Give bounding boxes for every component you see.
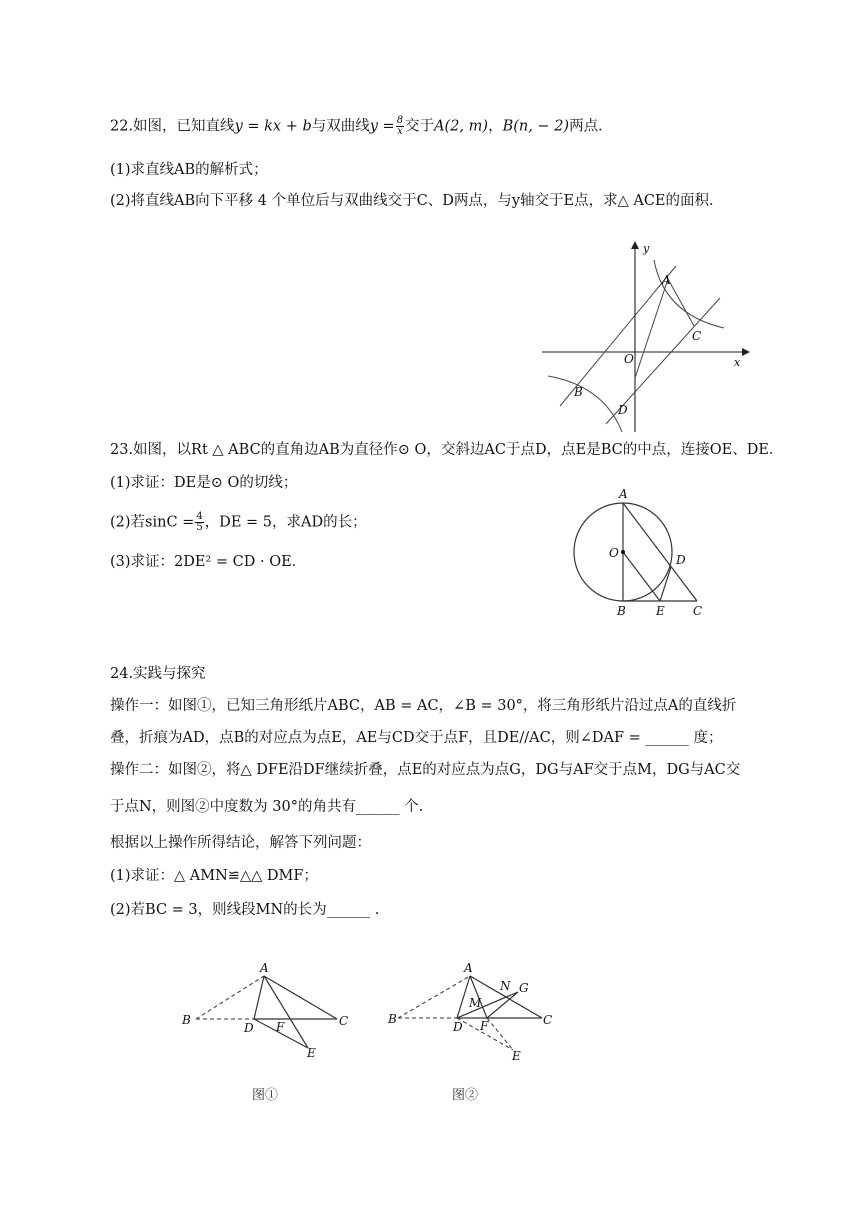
segment-ac [668, 279, 694, 326]
q24-figure-2 [378, 956, 568, 1106]
label-b: B [388, 1012, 397, 1026]
q22-mid1: 与双曲线 [311, 118, 370, 135]
label-n: N [500, 979, 511, 993]
q23-figure [566, 482, 716, 622]
label-d: D [453, 1020, 463, 1034]
q24-op1-line1: 操作一：如图①，已知三角形纸片ABC，AB = AC，∠B = 30°，将三角形纸片沿过点A的直线折 [110, 698, 737, 714]
q22-part1: (1)求直线AB的解析式； [110, 162, 268, 178]
q22-frac-num: 8 [396, 115, 404, 126]
y-axis-arrow-icon [631, 241, 639, 249]
q24-figure-1 [176, 956, 366, 1106]
y-label: y [643, 242, 650, 255]
label-a: A [464, 961, 473, 975]
figure-2-caption: 图② [452, 1088, 479, 1103]
q22-tail: 两点． [569, 118, 613, 135]
q22-sep: ， [488, 118, 503, 135]
label-c: C [693, 604, 703, 618]
label-f: F [480, 1019, 489, 1033]
q23-part2 [110, 512, 367, 533]
label-b: B [617, 604, 626, 618]
q22-point-a: A(2, m) [434, 118, 489, 135]
q22-point-b: B(n, − 2) [502, 118, 570, 135]
q23-frac-den: 5 [196, 522, 203, 533]
q24-op2-line2: 于点N，则图②中度数为 30°的角共有______ 个. [110, 799, 424, 815]
label-b: B [182, 1013, 191, 1027]
label-e: E [307, 1046, 316, 1060]
q24-title: 24.实践与探究 [110, 666, 206, 682]
q22-fraction [396, 116, 404, 137]
hyperbola-branch-2 [548, 376, 622, 432]
label-a: A [662, 273, 671, 287]
q22-frac-den: x [397, 126, 403, 137]
x-label: x [734, 356, 741, 369]
segment-ae [635, 279, 668, 378]
q22-hyperbola-eq: y = [369, 118, 395, 135]
q23-frac-num: 4 [196, 511, 203, 522]
label-c: C [692, 329, 702, 343]
dashed-fe [487, 1018, 513, 1050]
segment-ad [254, 976, 264, 1019]
q22-part2: (2)将直线AB向下平移 4 个单位后与双曲线交于C、D两点，与y轴交于E点，求△ ACE的面积． [110, 193, 724, 209]
segment-ac [264, 976, 337, 1019]
label-c: C [339, 1014, 349, 1028]
label-d: D [618, 403, 628, 417]
segment-de [660, 567, 671, 601]
q22-mid2: 交于 [405, 118, 435, 135]
q23-stem: 23.如图，以Rt △ ABC的直角边AB为直径作⊙ O，交斜边AC于点D，点E是BC的中点，连接OE、DE． [110, 442, 784, 458]
segment-dg [457, 992, 518, 1018]
q24-op1-line2: 叠，折痕为AD，点B的对应点为点E，AE与CD交于点F，且DE//AC，则∠DAF = ______ 度； [110, 730, 723, 746]
label-a: A [619, 487, 628, 501]
segment-ac [623, 503, 697, 601]
segment-oe [623, 552, 660, 601]
label-g: G [519, 981, 529, 995]
label-e: E [656, 604, 665, 618]
q24-op2-line1: 操作二：如图②，将△ DFE沿DF继续折叠，点E的对应点为点G，DG与AF交于点M，DG与AC交 [110, 762, 741, 778]
label-o: O [609, 546, 619, 560]
q22-stem [110, 116, 613, 137]
q23-part2-b: ，DE = 5，求AD的长； [204, 514, 367, 531]
figure-1-caption: 图① [252, 1088, 279, 1103]
label-d: D [244, 1021, 254, 1035]
q24-part1: (1)求证：△ AMN≌△△ DMF； [110, 868, 318, 884]
q24-part2: (2)若BC = 3，则线段MN的长为______ . [110, 902, 380, 918]
q22-figure [536, 236, 766, 436]
label-f: F [276, 1020, 285, 1034]
q23-part3: (3)求证：2DE² = CD · OE． [110, 554, 307, 570]
label-o: O [624, 352, 634, 366]
q23-part1: (1)求证：DE是⊙ O的切线； [110, 475, 298, 491]
q22-lead: 22.如图，已知直线 [110, 118, 235, 135]
label-b: B [574, 385, 583, 399]
q23-part2-a: (2)若sinC = [110, 514, 195, 531]
x-axis-arrow-icon [742, 348, 750, 356]
q23-fraction [195, 512, 203, 533]
label-e: E [512, 1049, 521, 1063]
label-m: M [469, 996, 482, 1010]
center-dot [621, 550, 625, 554]
label-c: C [543, 1013, 553, 1027]
q22-line-eq: y = kx + b [234, 118, 312, 135]
q24-intro: 根据以上操作所得结论，解答下列问题： [110, 835, 371, 851]
segment-ae [264, 976, 308, 1048]
dashed-ba [196, 976, 264, 1019]
label-d: D [676, 553, 686, 567]
segment-fg [487, 992, 518, 1018]
label-a: A [260, 961, 269, 975]
